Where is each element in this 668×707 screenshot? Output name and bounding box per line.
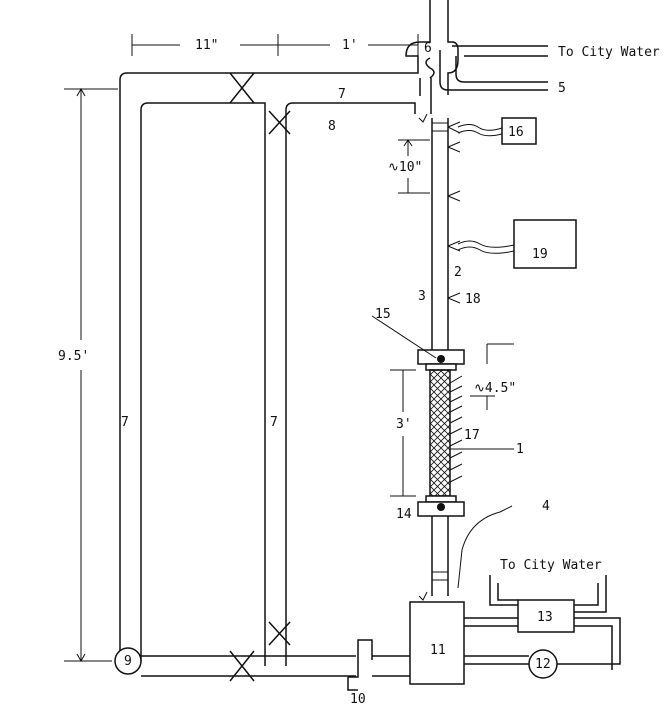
coil-5 bbox=[424, 41, 660, 96]
label-16: 16 bbox=[508, 125, 524, 140]
label-18: 18 bbox=[465, 292, 481, 307]
label-7-left: 7 bbox=[121, 415, 129, 430]
label-1: 1 bbox=[516, 442, 524, 457]
label-17: 17 bbox=[464, 428, 480, 443]
label-15: 15 bbox=[375, 307, 391, 322]
label-7-mid: 7 bbox=[270, 415, 278, 430]
city-water-bottom-label: To City Water bbox=[500, 558, 602, 573]
label-6: 6 bbox=[424, 41, 432, 56]
dim-4-5-inch: ∿4.5" bbox=[474, 381, 517, 396]
label-3: 3 bbox=[418, 289, 426, 304]
tap-dimension bbox=[388, 140, 430, 193]
label-13: 13 bbox=[537, 610, 553, 625]
dim-11-inch: 11" bbox=[195, 38, 219, 53]
top-dimension bbox=[132, 34, 418, 56]
dim-3-foot: 3' bbox=[396, 417, 412, 432]
outer-loop-pipe bbox=[120, 0, 458, 681]
label-11: 11 bbox=[430, 643, 446, 658]
label-7-top: 7 bbox=[338, 87, 346, 102]
label-8: 8 bbox=[328, 119, 336, 134]
label-10: 10 bbox=[350, 692, 366, 707]
label-19: 19 bbox=[532, 247, 548, 262]
label-14: 14 bbox=[396, 507, 412, 522]
label-4: 4 bbox=[542, 499, 550, 514]
label-12: 12 bbox=[535, 657, 551, 672]
packed-bed bbox=[372, 316, 517, 588]
dim-10-inch: ∿10" bbox=[388, 160, 423, 175]
label-2: 2 bbox=[454, 265, 462, 280]
height-dimension bbox=[58, 89, 118, 661]
dim-1-foot: 1' bbox=[342, 38, 358, 53]
city-water-top-label: To City Water bbox=[558, 45, 660, 60]
label-9: 9 bbox=[124, 654, 132, 669]
dim-9-5-foot: 9.5' bbox=[58, 349, 90, 364]
label-5: 5 bbox=[558, 81, 566, 96]
